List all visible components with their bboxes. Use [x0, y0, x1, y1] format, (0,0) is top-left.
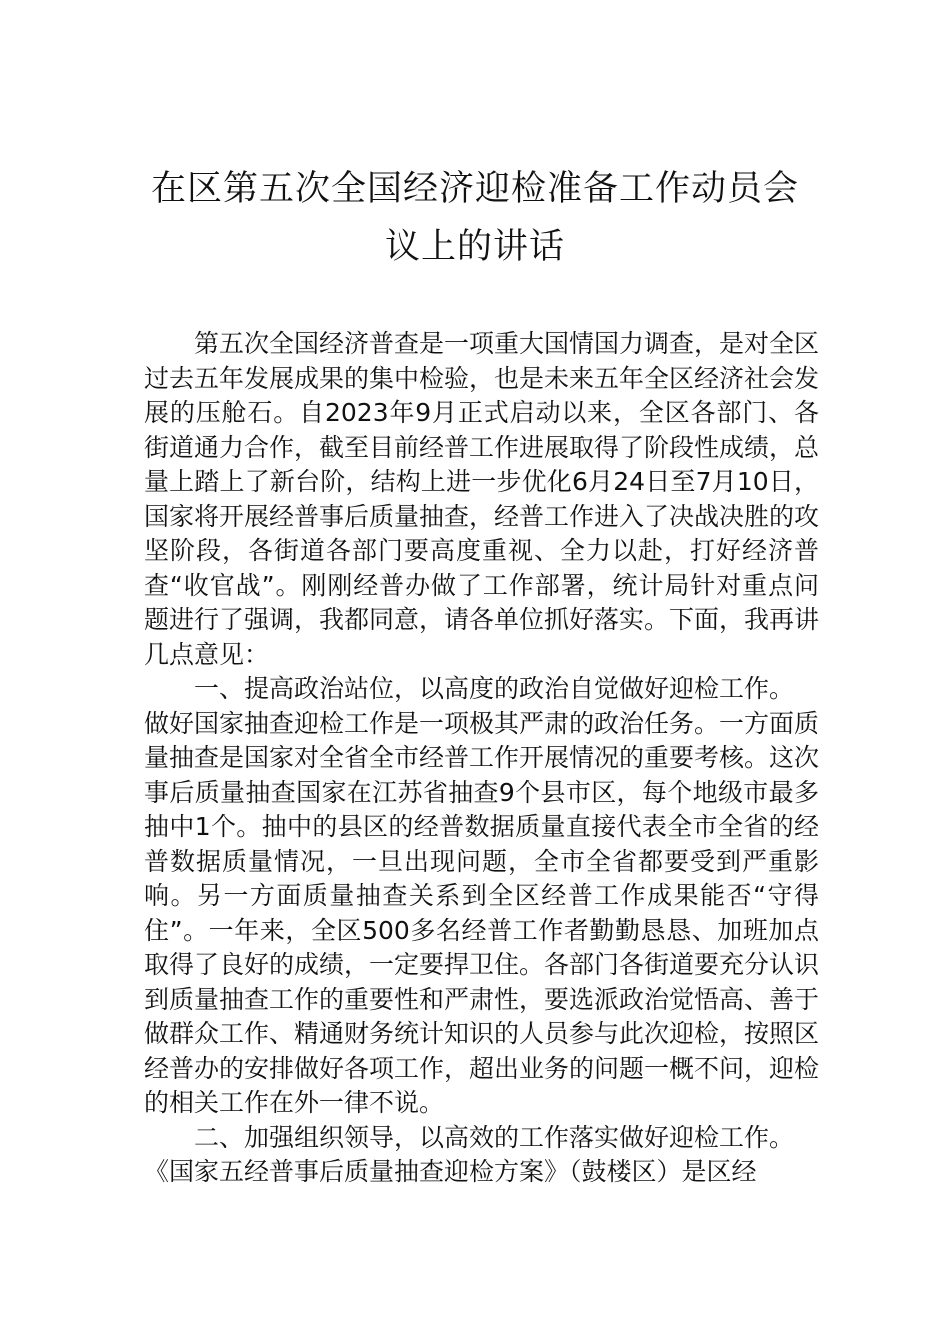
intro-paragraph: 第五次全国经济普查是一项重大国情国力调查，是对全区过去五年发展成果的集中检验，也是未来五年全区经济社会发展的压舱石。自2023年9月正式启动以来，全区各部门、各街道通力合作，截至目前经普工作进展取得了阶段性成绩，总量上踏上了新台阶，结构上进一步优化6月24日至7月10日，国家将开展经普事后质量抽查，经普工作进入了决战决胜的攻坚阶段，各街道各部门要高度重视、全力以赴，打好经济普查“收官战”。刚刚经普办做了工作部署，统计局针对重点问题进行了强调，我都同意，请各单位抓好落实。下面，我再讲几点意见：: [144, 329, 820, 669]
title-line-1: 在区第五次全国经济迎检准备工作动员会: [150, 169, 799, 209]
title-line-2: 议上的讲话: [384, 227, 565, 267]
document-body: [144, 327, 819, 1190]
section-2-heading: 二、加强组织领导，以高效的工作落实做好迎检工作。: [194, 1122, 795, 1152]
section-1-heading: 一、提高政治站位，以高度的政治自觉做好迎检工作。: [194, 674, 795, 703]
document-title: [120, 160, 830, 276]
section-2-body: 《国家五经普事后质量抽查迎检方案》（鼓楼区）是区经: [144, 1157, 757, 1186]
section-1-body: 做好国家抽查迎检工作是一项极其严肃的政治任务。一方面质量抽查是国家对全省全市经普工作开展情况的重要考核。这次事后质量抽查国家在江苏省抽查9个县市区，每个地级市最多抽中1个。抽中的县区的经普数据质量直接代表全市全省的经普数据质量情况，一旦出现问题，全市全省都要受到严重影响。另一方面质量抽查关系到全区经普工作成果能否“守得住”。一年来，全区500多名经普工作者勤勤恳恳、加班加点取得了良好的成绩，一定要捍卫住。各部门各街道要充分认识到质量抽查工作的重要性和严肃性，要选派政治觉悟高、善于做群众工作、精通财务统计知识的人员参与此次迎检，按照区经普办的安排做好各项工作，超出业务的问题一概不问，迎检的相关工作在外一律不说。: [144, 708, 820, 1117]
